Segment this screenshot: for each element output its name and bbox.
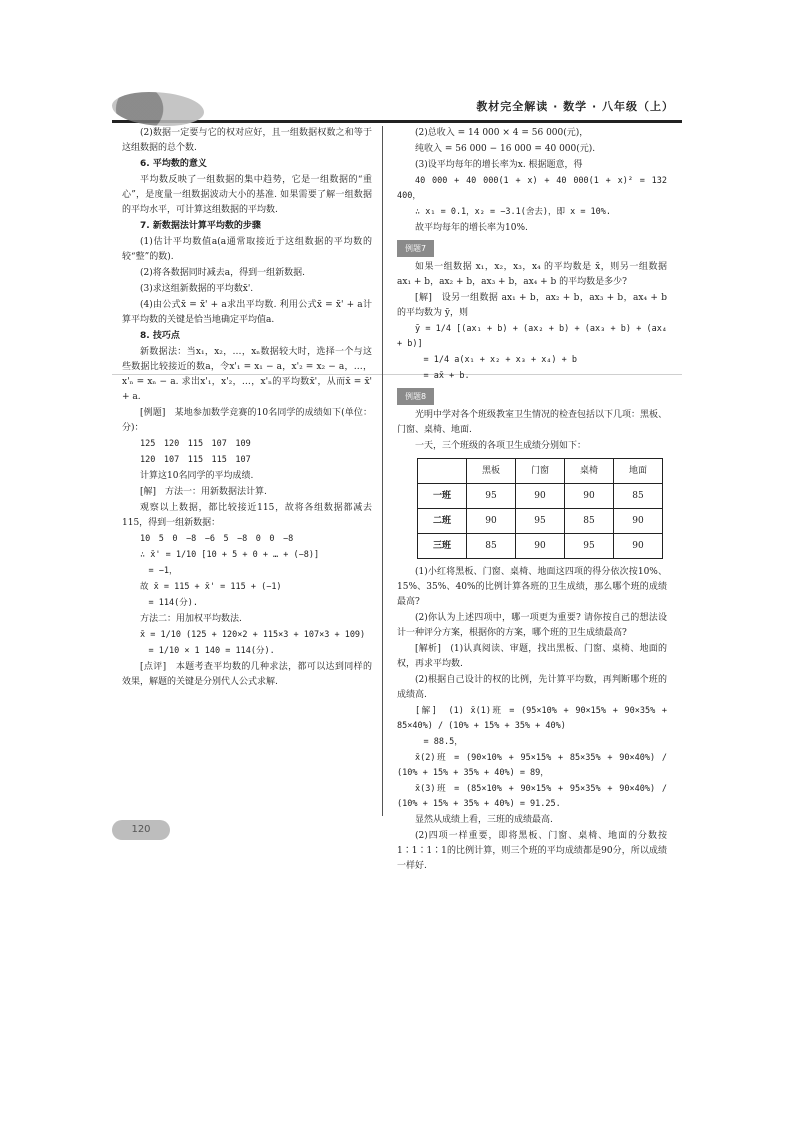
formula-line: ∴ x̄' = 1/10 [10 + 5 + 0 + … + (−8)] [140,550,320,560]
paragraph: 平均数反映了一组数据的集中趋势，它是一组数据的“重心”，是度量一组数据波动大小的基准. 如果需要了解一组数据的平均水平，可计算这组数据的平均数. [122,175,372,215]
paragraph: (1)估计平均数值a(a通常取接近于这组数据的平均数的较“整”的数). [122,237,372,262]
paragraph: 光明中学对各个班级教室卫生情况的检查包括以下几项：黑板、门窗、桌椅、地面. [397,410,668,435]
paragraph: (4)由公式x̄ = x̄' + a求出平均数. 利用公式x̄ = x̄' + a计算平均数的关键是恰当地确定平均值a. [122,300,372,325]
table-row-header: 三班 [418,534,467,559]
paragraph: [解析] (1)认真阅读、审题，找出黑板、门窗、桌椅、地面的权，再求平均数. [397,644,667,669]
formula-line: 10 5 0 −8 −6 5 −8 0 0 −8 [140,534,294,544]
formula-line: 40 000 + 40 000(1 + x) + 40 000(1 + x)² = 132 400， [397,176,667,201]
formula-line: = 1/4 a(x₁ + x₂ + x₃ + x₄) + b [415,355,578,365]
right-top-text [397,126,667,236]
table-cell: 85 [467,534,516,559]
paragraph: (2)数据一定要与它的权对应好，且一组数据权数之和等于这组数据的总个数. [122,128,372,153]
example-7-text [397,260,667,384]
section-heading: 7. 新数据法计算平均数的步骤 [140,221,261,231]
example-8-solution [397,565,667,874]
paragraph: (2)总收入 = 14 000 × 4 = 56 000(元)， [415,128,589,138]
left-column [122,126,372,691]
table-row [418,509,663,534]
table-row-header: 二班 [418,509,467,534]
table-row [418,484,663,509]
table-cell: 90 [516,534,565,559]
table-row [418,534,663,559]
formula-line: 125 120 115 107 109 [140,439,251,449]
formula-line: ∴ x₁ = 0.1，x₂ = −3.1(舍去)，即 x = 10%. [415,207,612,217]
paragraph: [解] 设另一组数据 ax₁ + b，ax₂ + b，ax₃ + b，ax₄ + b 的平均数为 ȳ，则 [397,293,667,318]
paragraph: 纯收入 = 56 000 − 16 000 = 40 000(元). [415,144,596,154]
page-header [112,98,682,123]
page-number: 120 [112,820,170,840]
paragraph: (1)小红将黑板、门窗、桌椅、地面这四项的得分依次按10%、15%、35%、40%的比例计算各班的卫生成绩，那么哪个班的成绩最高? [397,567,667,607]
table-cell: 90 [516,484,565,509]
hygiene-score-table [417,458,663,559]
table-header-row [418,459,663,484]
paragraph: (2)你认为上述四项中，哪一项更为重要? 请你按自己的想法设计一种评分方案，根据你的方案，哪个班的卫生成绩最高? [397,613,667,638]
table-header-cell: 黑板 [467,459,516,484]
formula-line: = ax̄ + b. [415,371,470,381]
table-cell: 90 [565,484,614,509]
example-8-tag: 例题8 [397,388,434,405]
paragraph: 方法二：用加权平均数法. [140,614,242,624]
formula-line: x̄(3)班 = (85×10% + 90×15% + 95×35% + 90×40%) / (10% + 15% + 35% + 40%) = 91.25. [397,784,667,809]
paragraph: [例题] 某地参加数学竞赛的10名同学的成绩如下(单位：分)： [122,408,372,433]
formula-line: 120 107 115 115 107 [140,455,251,465]
paragraph: [解] 方法一：用新数据法计算. [140,487,267,497]
paragraph: 一天，三个班级的各项卫生成绩分别如下： [415,441,587,451]
paragraph: 显然从成绩上看，三班的成绩最高. [415,815,553,825]
paragraph: (3)求这组新数据的平均数x̄'. [140,284,254,294]
table-row-header: 一班 [418,484,467,509]
paragraph: 观察以上数据，都比较接近115，故将各组数据都减去115，得到一组新数据： [122,503,372,528]
table-cell: 95 [516,509,565,534]
formula-line: = 88.5， [415,737,463,747]
table-cell: 95 [467,484,516,509]
table-cell: 85 [614,484,663,509]
table-header-cell: 桌椅 [565,459,614,484]
formula-line: x̄(2)班 = (90×10% + 95×15% + 85×35% + 90×40%) / (10% + 15% + 35% + 40%) = 89， [397,753,667,778]
table-header-cell: 地面 [614,459,663,484]
paragraph: 如果一组数据 x₁，x₂，x₃，x₄ 的平均数是 x̄，则另一组数据 ax₁ + b，ax₂ + b，ax₃ + b，ax₄ + b 的平均数是多少? [397,262,667,287]
table-cell: 85 [565,509,614,534]
table-header-cell [418,459,467,484]
paragraph: 计算这10名同学的平均成绩. [140,471,254,481]
header-title: 教材完全解读 · 数学 · 八年级（上） [476,100,674,113]
paragraph: (2)将各数据同时减去a，得到一组新数据. [140,268,305,278]
formula-line: = 114(分). [140,598,198,608]
formula-line: ȳ = 1/4 [(ax₁ + b) + (ax₂ + b) + (ax₃ + b) + (ax₄ + b)] [397,324,667,349]
paragraph: (2)四项一样重要，即将黑板、门窗、桌椅、地面的分数按1∶1∶1∶1的比例计算，则三个班的平均成绩都是90分，所以成绩一样好. [397,831,667,871]
formula-line: x̄ = 1/10 (125 + 120×2 + 115×3 + 107×3 + 109) [140,630,366,640]
formula-line: [解] (1) x̄(1)班 = (95×10% + 90×15% + 90×35% + 85×40%) / (10% + 15% + 35% + 40%) [397,706,667,731]
cartoon-logo-icon [112,92,204,126]
column-divider [382,126,383,816]
table-header-cell: 门窗 [516,459,565,484]
table-cell: 90 [614,534,663,559]
paragraph: 故平均每年的增长率为10%. [415,223,528,233]
paragraph: 新数据法：当x₁，x₂，…，xₙ数据较大时，选择一个与这些数据比较接近的数a，令x'₁ = x₁ − a，x'₂ = x₂ − a，…，x'ₙ = xₙ − a. 求出x'₁，x'₂，…，x'ₙ的平均数x̄'，从而x̄ = x̄' + a. [122,347,372,402]
table-cell: 95 [565,534,614,559]
right-column [397,126,667,875]
section-heading: 8. 技巧点 [140,331,180,341]
section-heading: 6. 平均数的意义 [140,159,207,169]
book-page [112,92,682,871]
paragraph: [点评] 本题考查平均数的几种求法，都可以达到同样的效果，解题的关键是分别代人公式求解. [122,662,372,687]
paragraph: (3)设平均每年的增长率为x. 根据题意，得 [415,160,583,170]
formula-line: 故 x̄ = 115 + x̄' = 115 + (−1) [140,582,282,592]
formula-line: = 1/10 × 1 140 = 114(分). [140,646,275,656]
table-cell: 90 [614,509,663,534]
table-cell: 90 [467,509,516,534]
formula-line: = −1， [140,566,178,576]
example-7-tag: 例题7 [397,240,434,257]
example-8-intro [397,408,667,454]
paragraph: (2)根据自己设计的权的比例，先计算平均数，再判断哪个班的成绩高. [397,675,667,700]
